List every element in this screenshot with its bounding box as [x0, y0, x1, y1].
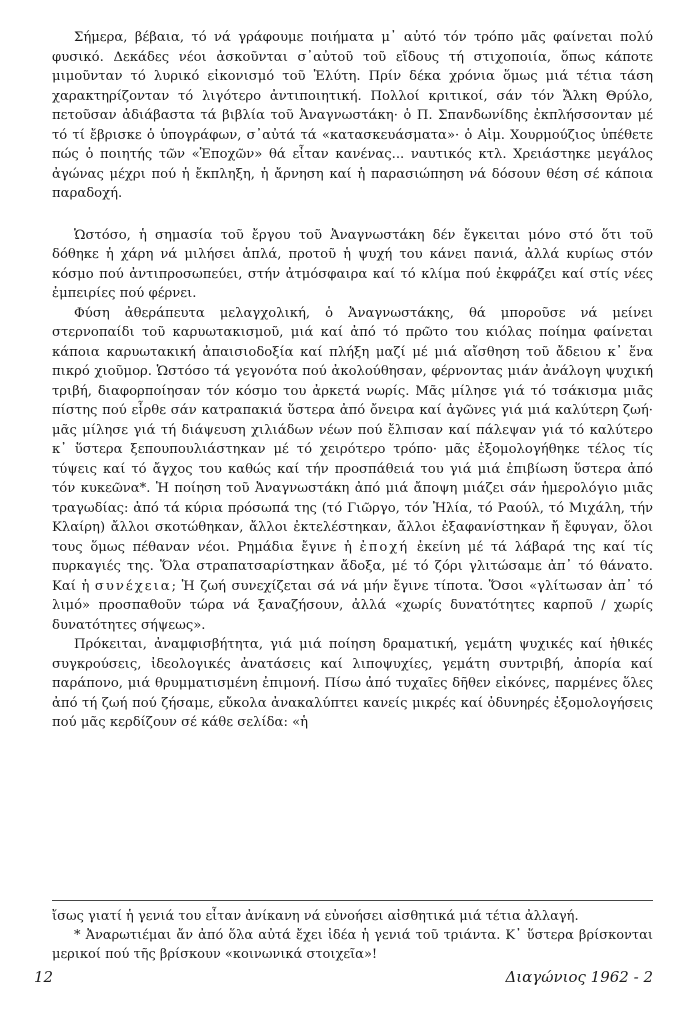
- paragraph-3-part-b: ἐκείνη μέ τά λάβαρά της καί τίς πυρκαγιές της. Ὅλα στραπατσαρίστηκαν ἄδοξα, μέ τό ζόρι γλιτώσαμε ἀπ᾽ τό θάνατο. Καί ἡ: [52, 539, 653, 594]
- footnotes: [52, 900, 653, 964]
- paragraph-3: [52, 304, 653, 636]
- journal-issue: Διαγώνιος 1962 - 2: [505, 968, 653, 986]
- paragraph-4: Πρόκειται, ἀναμφισβήτητα, γιά μιά ποίηση δραματική, γεμάτη ψυχικές καί ἠθικές συγκρούσεις, ἰδεολογικές ἀνατάσεις καί λιποψυχίες, γεμάτη συντριβή, ἀπορία καί παράπονο, μιά θρυμματισμένη ἐπιμονή. Πίσω ἀπό τυχαῖες δῆθεν εἰκόνες, παρμένες ὅλες ἀπό τή ζωή πού ζήσαμε, εὔκολα ἀνακαλύπτει κανείς μικρές καί ὀδυνηρές ἐξομολογήσεις πού μᾶς κερδίζουν σέ κάθε σελίδα: «ἡ: [52, 637, 653, 730]
- paragraph-3-part-a: Φύση ἀθεράπευτα μελαγχολική, ὁ Ἀναγνωστάκης, θά μποροῦσε νά μείνει στερνοπαίδι τοῦ καρυωτακισμοῦ, μιά καί ἀπό τό πρῶτο του κιόλας ποίημα φαίνεται κάποια καρυωτακική ἀπαισιοδοξία καί πλήξη μαζί μέ μιά αἴσθηση τοῦ ἄδειου κ᾽ ἕνα πικρό χιοῦμορ. Ὡστόσο τά γεγονότα πού ἀκολούθησαν, φέρνοντας μιάν ἀνάλογη ψυχική τριβή, διαφορποίησαν τόν κόσμο του ἀρκετά νωρίς. Μᾶς μίλησε γιά τό τσάκισμα μιᾶς πίστης πού εἶρθε σάν κατραπακιά ὕστερα ἀπό ὄνειρα καί ἀγῶνες γιά μιά καλύτερη ζωή· μᾶς μίλησε γιά τή διάψευση χιλιάδων νέων πού ἔλπισαν καί πάλεψαν γιά τό καλύτερο κ᾽ ὕστερα ξεπουπουλιάστηκαν μέ τό χειρότερο τρόπο· μᾶς ἐξομολογήθηκε τέλος τίς τύψεις καί τό ἄγχος του καθώς καί τήν προσπάθειά του γιά μιά ἐπιβίωση ὕστερα ἀπό τόν κυκεῶνα*. Ἡ ποίηση τοῦ Ἀναγνωστάκη ἀπό μιά ἄποψη μιάζει σάν ἡμερολόγιο μιᾶς τραγωδίας: ἀπό τά κύρια πρόσωπά της (τό Γιῶργο, τόν Ἠλία, τό Ραούλ, τό Μιχάλη, τήν Κλαίρη) ἄλλοι σκοτώθηκαν, ἄλλοι ἐκτελέστηκαν, ἄλλοι ἐξαφανίστηκαν ἤ ἔφυγαν, ὅλοι τους ὅμως πέθαναν νέοι. Ρημάδια ἔγινε ἡ: [52, 305, 653, 555]
- spaced-word-epochi: ἐποχή: [359, 539, 410, 555]
- paragraph-3-part-c: ; Ἡ ζωή συνεχίζεται σά νά μήν ἔγινε τίποτα. Ὅσοι «γλίτωσαν ἀπ᾽ τό λιμό» προσπαθοῦν τώρα νά ξαναζήσουν, ἀλλά «χωρίς δυνατότητες καρποῦ / χωρίς δυνατότητες σήψεως».: [52, 578, 653, 633]
- paragraph-2: Ὡστόσο, ἡ σημασία τοῦ ἔργου τοῦ Ἀναγνωστάκη δέν ἔγκειται μόνο στό ὅτι τοῦ δόθηκε ἡ χάρη νά μιλήσει ἁπλά, προτοῦ ἡ ψυχή του κάνει πανιά, ἀλλά κυρίως στόν κόσμο πού ἀντιπροσωπεύει, στήν ἀτμόσφαιρα καί τό κλίμα πού ἐκφράζει καί στίς νέες ἐμπειρίες πού φέρνει.: [52, 227, 653, 301]
- paragraph-1: Σήμερα, βέβαια, τό νά γράφουμε ποιήματα μ᾽ αὐτό τόν τρόπο μᾶς φαίνεται πολύ φυσικό. Δεκάδες νέοι ἀσκοῦνται σ᾽αὐτοῦ τοῦ εἴδους τή στιχοποιία, ὅπως κάποτε μιμοῦνταν τό λυρικό εἰκονισμό τοῦ Ἐλύτη. Πρίν δέκα χρόνια ὅμως μιά τέτια τάση χαρακτηρίζονταν τό λιγότερο ἀντιποιητική. Πολλοί κριτικοί, σάν τόν Ἄλκη Θρύλο, πετοῦσαν ἀδιάβαστα τά βιβλία τοῦ Ἀναγνωστάκη· ὁ Π. Σπανδωνίδης ἐκπλήσσονταν μέ τό τί ἔβρισκε ὁ ὑπογράφων, σ᾽αὐτά τά «κατασκευάσματα»· ὁ Αἰμ. Χουρμούζιος ὑπέθετε πώς ὁ ποιητής τῶν «Ἐποχῶν» θά εἶταν κανένας... ναυτικός κτλ. Χρειάστηκε μεγάλος ἀγώνας μέχρι πού ἡ ἔκπληξη, ἡ ἄρνηση καί ἡ παρασιώπηση νά δόσουν θέση σέ κάποια παραδοχή.: [52, 30, 653, 201]
- footnote-asterisk: * Ἀναρωτιέμαι ἄν ἀπό ὅλα αὐτά ἔχει ἰδέα ἡ γενιά τοῦ τριάντα. Κ᾽ ὕστερα βρίσκονται μερικοί πού τῆς βρίσκουν «κοινωνικά στοιχεῖα»!: [52, 928, 653, 962]
- spaced-word-synecheia: συνέχεια: [94, 578, 172, 594]
- body-text: [52, 28, 653, 733]
- page-footer: [34, 968, 653, 988]
- footnote-continuation: ἴσως γιατί ἡ γενιά του εἶταν ἀνίκανη νά εὐνοήσει αἰσθητικά μιά τέτια ἀλλαγή.: [52, 909, 579, 924]
- page-number: 12: [34, 968, 54, 986]
